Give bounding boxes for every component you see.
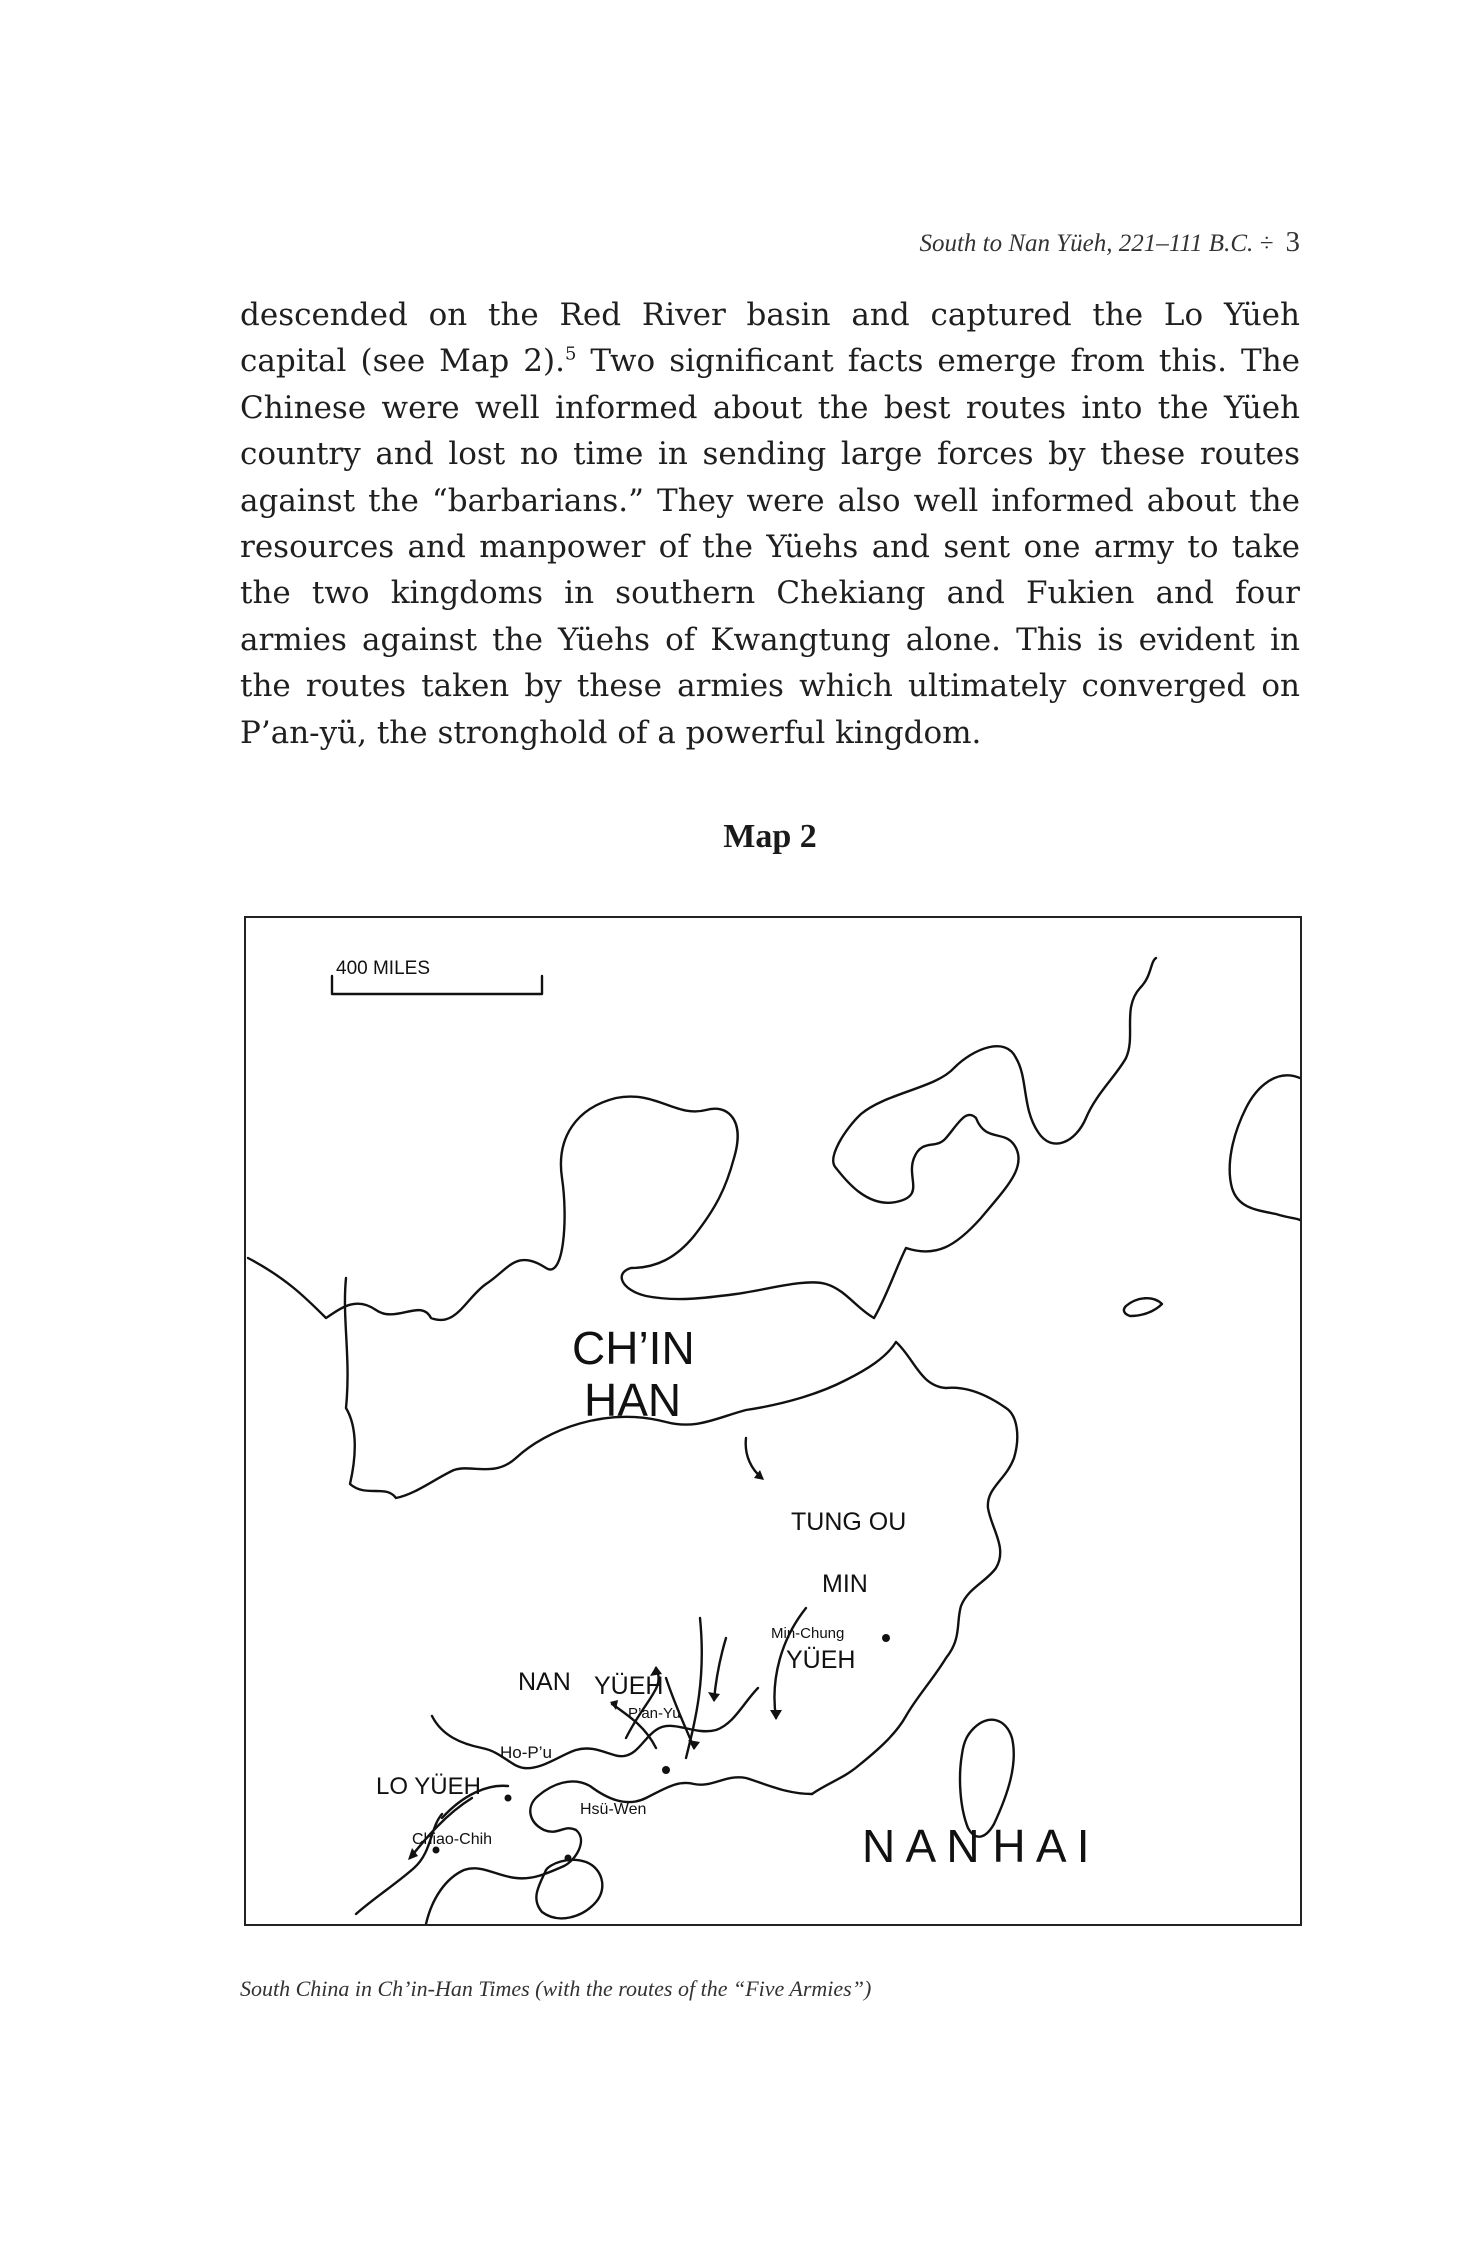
city-min-chung xyxy=(882,1634,890,1642)
label-pan-yu: P’an-Yu xyxy=(628,1705,681,1722)
south-range xyxy=(432,1688,758,1768)
footnote-marker: 5 xyxy=(564,344,577,366)
map-frame xyxy=(244,916,1302,1926)
arrowhead-5 xyxy=(770,1710,782,1720)
header-separator: ÷ xyxy=(1259,230,1274,257)
map-title: Map 2 xyxy=(723,818,817,855)
hainan-island xyxy=(536,1860,602,1918)
scale-label: 400 MILES xyxy=(336,958,430,979)
label-min-chung: Min-Chung xyxy=(771,1625,845,1642)
label-lo-yueh: LO YÜEH xyxy=(376,1773,481,1800)
body-paragraph xyxy=(240,292,1300,756)
label-ho-pu: Ho-P’u xyxy=(500,1743,552,1762)
northeast-coast xyxy=(833,958,1156,1318)
running-head xyxy=(240,226,1300,259)
label-hsu-wen: Hsü-Wen xyxy=(580,1801,647,1818)
west-coast-vietnam xyxy=(356,1814,442,1914)
arrowhead-4 xyxy=(708,1692,720,1702)
paragraph-text-2: Two significant facts emerge from this. The Chinese were well informed about the best routes into the Yüeh country and lost no time in sending large forces by these routes against the “barbarians.” They were also well informed about the resources and manpower of the Yüehs and sent one army to take the two kingdoms in southern Chekiang and Fukien and four armies against the Yüehs of Kwangtung alone. This is evident in the routes taken by these armies which ultimately converged on P’an-yü, the stronghold of a powerful kingdom. xyxy=(240,343,1301,751)
map-caption: South China in Ch’in-Han Times (with the routes of the “Five Armies”) xyxy=(240,1976,872,2001)
yellow-river xyxy=(248,1097,874,1320)
label-nanhai: N A N H A I xyxy=(862,1820,1090,1872)
label-chiao-chih: Chiao-Chih xyxy=(412,1831,493,1848)
map-drawing xyxy=(246,918,1300,1924)
label-chin: CH’IN xyxy=(572,1322,695,1374)
south-coast xyxy=(426,1777,812,1924)
label-nan: NAN xyxy=(518,1668,571,1696)
city-hsu-wen xyxy=(565,1855,572,1862)
paragraph-text-1: descended on the Red River basin and captured the Lo Yüeh capital (see Map 2). xyxy=(240,297,1300,380)
running-title: South to Nan Yüeh, 221–111 B.C. xyxy=(919,230,1254,257)
label-han: HAN xyxy=(584,1374,682,1426)
city-pan-yu xyxy=(662,1766,670,1774)
city-ho-pu xyxy=(505,1795,512,1802)
page-number: 3 xyxy=(1285,226,1300,258)
label-min: MIN xyxy=(822,1570,868,1598)
korea-coast xyxy=(1230,1075,1300,1220)
label-min-yueh: YÜEH xyxy=(786,1646,856,1674)
japan-island xyxy=(1124,1298,1162,1316)
label-tung-ou: TUNG OU xyxy=(791,1508,907,1536)
east-coast xyxy=(812,1342,1017,1794)
route-arrow-7 xyxy=(410,1798,472,1858)
route-arrow-5 xyxy=(714,1638,726,1700)
label-nan-yueh: YÜEH xyxy=(594,1672,664,1700)
